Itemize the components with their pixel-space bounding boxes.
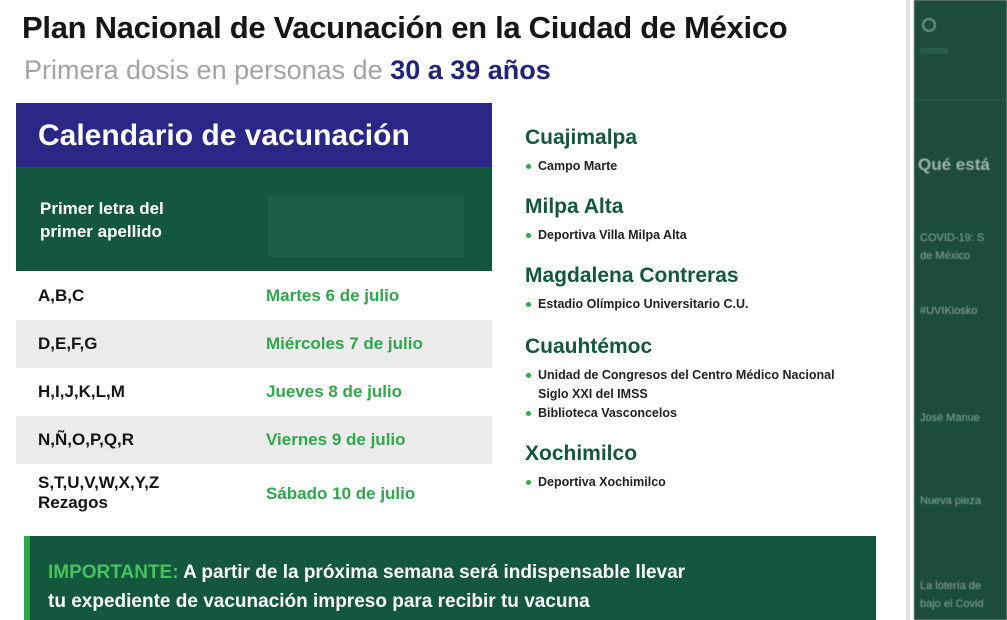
- calendar-row: [16, 464, 492, 524]
- calendar-row: [16, 272, 492, 320]
- calendar-header: Calendario de vacunación: [16, 103, 492, 167]
- important-notice: [24, 536, 876, 620]
- poster-title: Plan Nacional de Vacunación en la Ciudad de México: [22, 10, 788, 45]
- calendar-row: [16, 320, 492, 368]
- row-date: Viernes 9 de julio: [266, 430, 406, 449]
- news-snippet[interactable]: de México: [920, 250, 971, 262]
- location-group: [525, 442, 895, 492]
- row-letters: D,E,F,G: [38, 334, 98, 353]
- news-snippet[interactable]: #UVIKiosko: [920, 305, 978, 317]
- calendar-column-header: [16, 167, 492, 271]
- location-site: Biblioteca Vasconcelos: [525, 404, 895, 423]
- calendar-row: [16, 416, 492, 464]
- location-name: Magdalena Contreras: [525, 264, 739, 287]
- divider: [920, 48, 948, 54]
- search-icon: [922, 18, 936, 32]
- news-snippet[interactable]: bajo el Covid: [920, 598, 984, 610]
- location-site: Deportiva Villa Milpa Alta: [525, 226, 895, 245]
- location-site: Campo Marte: [525, 157, 895, 176]
- location-group: [525, 126, 895, 176]
- row-letters: A,B,C: [38, 286, 85, 305]
- row-letters: S,T,U,V,W,X,Y,Z Rezagos: [38, 473, 160, 512]
- divider: [914, 100, 1007, 101]
- row-letters: H,I,J,K,L,M: [38, 382, 125, 401]
- subtitle-age-range: 30 a 39 años: [390, 55, 551, 85]
- location-name: Cuajimalpa: [525, 126, 638, 149]
- news-snippet[interactable]: Nueva pieza: [920, 495, 982, 507]
- important-keyword: IMPORTANTE:: [48, 562, 179, 583]
- location-group: [525, 195, 895, 245]
- location-name: Milpa Alta: [525, 195, 624, 218]
- location-name: Cuauhtémoc: [525, 335, 653, 358]
- panel-heading: Qué está: [918, 155, 990, 174]
- location-group: [525, 264, 895, 314]
- row-date: Jueves 8 de julio: [266, 382, 403, 401]
- location-group: [525, 335, 895, 423]
- row-letters: N,Ñ,O,P,Q,R: [38, 430, 135, 449]
- location-site: Unidad de Congresos del Centro Médico Nacional Siglo XXI del IMSS: [525, 366, 895, 404]
- date-column-header-blank: [268, 195, 464, 257]
- row-date: Sábado 10 de julio: [266, 484, 416, 503]
- background-news-panel: [914, 0, 1007, 620]
- news-snippet[interactable]: La lotería de: [920, 580, 982, 592]
- location-site: Deportiva Xochimilco: [525, 473, 895, 492]
- row-date: Martes 6 de julio: [266, 286, 400, 305]
- news-snippet[interactable]: COVID-19: S: [920, 232, 985, 244]
- row-date: Miércoles 7 de julio: [266, 334, 423, 353]
- location-site: Estadio Olímpico Universitario C.U.: [525, 295, 895, 314]
- surname-letter-label: Primer letra del primer apellido: [40, 199, 164, 241]
- subtitle-prefix: Primera dosis en personas de: [24, 55, 383, 85]
- important-line2: tu expediente de vacunación impreso para recibir tu vacuna: [48, 591, 590, 612]
- calendar-row: [16, 368, 492, 416]
- important-line1: A partir de la próxima semana será indispensable llevar: [183, 562, 686, 583]
- poster-subtitle: [24, 55, 551, 86]
- news-snippet[interactable]: José Manue: [920, 412, 980, 424]
- location-name: Xochimilco: [525, 442, 638, 465]
